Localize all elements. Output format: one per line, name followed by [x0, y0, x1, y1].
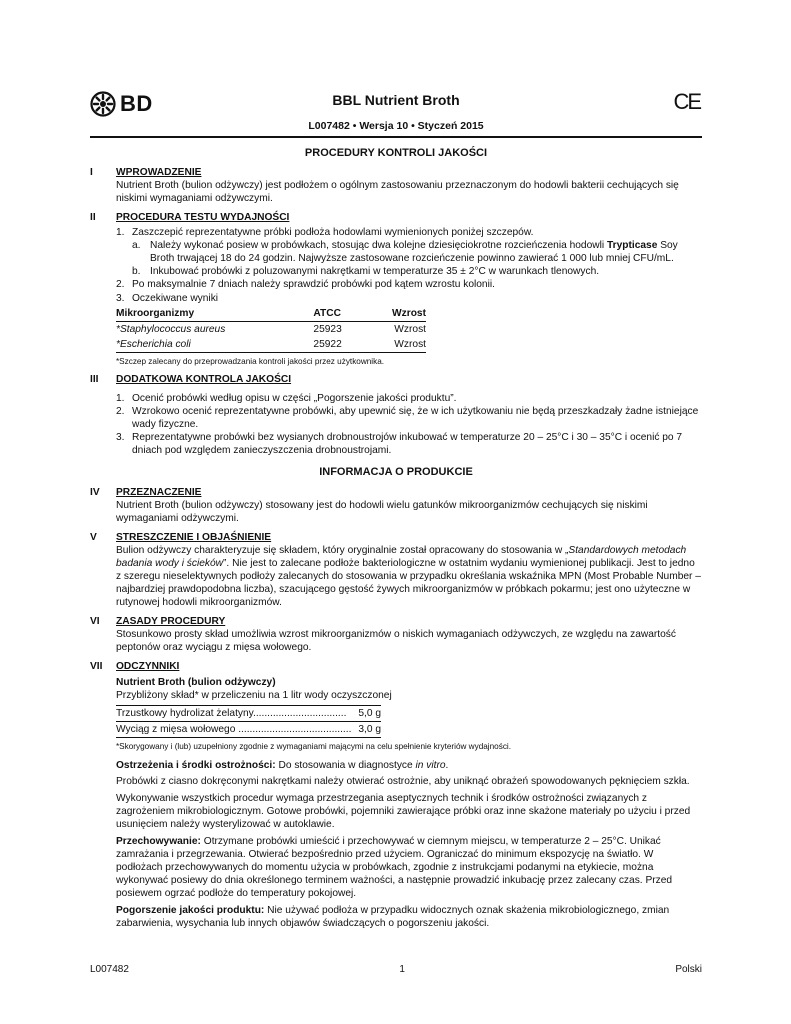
warnings-paragraph: Ostrzeżenia i środki ostrożności: Do stosowania w diagnostyce in vitro. [116, 759, 449, 771]
section-summary [90, 531, 702, 609]
table-row: *Staphylococcus aureus 25923 Wzrost [116, 323, 426, 335]
list-item: 3. Oczekiwane wyniki [116, 292, 219, 304]
document-header [90, 86, 702, 136]
list-item: 1. Zaszczepić reprezentatywne próbki podłoża hodowlami wymienionych poniżej szczepów. [116, 227, 534, 239]
organism-table [116, 306, 426, 353]
section-heading: DODATKOWA KONTROLA JAKOŚCI [116, 374, 292, 386]
section-heading: STRESZCZENIE I OBJAŚNIENIE [116, 531, 272, 543]
list-item: 1. Ocenić probówki według opisu w części „Pogorszenie jakości produktu”. [116, 393, 457, 405]
section-number: VII [90, 661, 103, 673]
section-introduction [90, 166, 702, 205]
formula-intro: Przybliżony skład* w przeliczeniu na 1 litr wody oczyszczonej [116, 690, 392, 702]
footer-doc-number: L007482 [90, 964, 129, 975]
list-item: 2. Wzrokowo ocenić reprezentatywne probówki, aby upewnić się, że w ich użytkowaniu nie będą przeszkadzały żadne istniejące wady fizyczne. [116, 406, 699, 431]
section-principles [90, 615, 702, 654]
section-number: IV [90, 486, 100, 498]
list-item: b. Inkubować probówki z poluzowanymi nakrętkami w temperaturze 35 ± 2°C w warunkach tlenowych. [132, 266, 600, 278]
deterioration-paragraph: Pogorszenie jakości produktu: Nie używać podłoża w przypadku widocznych oznak skażenia mikrobiologicznego, zmian zabarwienia, wysychania lub innych objawów świadczących o pogorszeniu jakości. [116, 905, 670, 930]
product-title: BBL Nutrient Broth [332, 92, 460, 108]
section-text: Nutrient Broth (bulion odżywczy) jest podłożem o ogólnym zastosowaniu przeznaczonym do hodowli bakterii cechujących się niskimi wymaganiami odżywczymi. [116, 180, 679, 205]
header-rule [90, 136, 702, 138]
table-header-row: Mikroorganizmy ATCC Wzrost [116, 306, 426, 322]
section-number: VI [90, 615, 100, 627]
page-number: 1 [399, 964, 405, 975]
section-heading: ODCZYNNIKI [116, 661, 180, 673]
logo-text: BD [120, 91, 153, 116]
section-text: Bulion odżywczy charakteryzuje się składem, który oryginalnie został opracowany do stosowania w „Standardowych metodach badania wody i ścieków”. Nie jest to zalecane podłoże bakteriologiczne w ostatnim wydaniu wymienionej publikacji. Jest to jedno z szeregu nieselektywnych podłoży zalecanych do stosowania w przypadku określania wskaźnika MPN (Most Probable Number – najbardziej prawdopodobna liczba), szacującego gęstość żywych mikroorganizmów w próbkach pokarmu; jest ono użyteczne w rutynowej hodowli mikroorganizmów. [116, 544, 701, 608]
section-text: Stosunkowo prosty skład umożliwia wzrost mikroorganizmów o niskich wymaganiach odżywczych, ze względu na zawartość peptonów oraz wyciągu z mięsa wołowego. [116, 629, 676, 654]
ce-mark: CE [673, 89, 700, 114]
section-heading: WPROWADZENIE [116, 167, 202, 179]
product-name: Nutrient Broth (bulion odżywczy) [116, 677, 276, 689]
section-number: V [90, 531, 97, 543]
section-heading: PRZEZNACZENIE [116, 486, 202, 498]
table-footnote: *Szczep zalecany do przeprowadzania kontroli jakości przez użytkownika. [116, 356, 385, 366]
section-heading: ZASADY PROCEDURY [116, 615, 226, 627]
storage-paragraph: Przechowywanie: Otrzymane probówki umieścić i przechowywać w ciemnym miejscu, w temperaturze 2 – 25°C. Unikać zamrażania i przegrzewania. Otwierać bezpośrednio przed użyciem. Ograniczać do minimum ekspozycję na światło. W podłożach przechowywanych do momentu użycia w probówkach, zgodnie z instrukcjami podanymi na etykiecie, można wykonywać posiewy do dnia określonego terminem ważności, a następnie prowadzić inkubację przez zalecany czas. Przed posiewem ogrzać podłoże do temperatury pokojowej. [116, 836, 673, 900]
section-heading: PROCEDURA TESTU WYDAJNOŚCI [116, 212, 290, 224]
list-item: 3. Reprezentatywne probówki bez wysianych drobnoustrojów inkubować w temperaturze 20 – 25°C i 30 – 35°C i ocenić po 7 dniach pod względem zanieczyszczenia drobnoustrojami. [116, 432, 683, 457]
formula-row: Trzustkowy hydrolizat żelatyny................................. 5,0 g [116, 705, 381, 722]
document-page [90, 86, 702, 936]
section-text: Nutrient Broth (bulion odżywczy) stosowany jest do hodowli wielu gatunków mikroorganizmów cechujących się niskimi wymaganiami odżywczymi. [116, 499, 648, 524]
section-additional-qc [90, 373, 702, 457]
product-info-heading: INFORMACJA O PRODUKCIE [319, 466, 473, 479]
section-reagents [90, 660, 702, 930]
section-number: I [90, 167, 93, 179]
formula-table [116, 705, 381, 738]
aseptic-paragraph: Wykonywanie wszystkich procedur wymaga przestrzegania aseptycznych technik i środków ostrożności związanych z zagrożeniem mikrobiologicznym. Gotowe probówki, pojemniki zawierające próbki oraz inne skażone materiały po użyciu i przed usunięciem należy wysterylizować w autoklawie. [116, 792, 691, 831]
list-item: 2. Po maksymalnie 7 dniach należy sprawdzić probówki pod kątem wzrostu kolonii. [116, 279, 495, 291]
formula-row: Wyciąg z mięsa wołowego ........................................ 3,0 g [116, 722, 381, 738]
document-version: L007482 • Wersja 10 • Styczeń 2015 [308, 120, 484, 132]
section-number: III [90, 374, 99, 386]
table-row: *Escherichia coli 25922 Wzrost [116, 337, 426, 353]
qc-heading: PROCEDURY KONTROLI JAKOŚCI [304, 147, 488, 159]
footer-language: Polski [675, 964, 702, 975]
section-number: II [90, 212, 96, 224]
caution-paragraph: Probówki z ciasno dokręconymi nakrętkami należy otwierać ostrożnie, aby uniknąć obrażeń spowodowanych pęknięciem szkła. [116, 775, 690, 787]
page-footer [90, 964, 702, 977]
section-performance-test [90, 211, 702, 367]
section-intended-use [90, 486, 702, 525]
list-item: a. Należy wykonać posiew w probówkach, stosując dwa kolejne dziesięciokrotne rozcieńczenia hodowli Trypticase Soy Broth trwającej 18 do 24 godzin. Najwyższe zastosowane rozcieńczenie powinno zawierać 1 000 lub mniej CFU/mL. [132, 240, 678, 265]
formula-footnote: *Skorygowany i (lub) uzupełniony zgodnie z wymaganiami mającymi na celu spełnienie kryteriów wydajności. [116, 742, 512, 752]
